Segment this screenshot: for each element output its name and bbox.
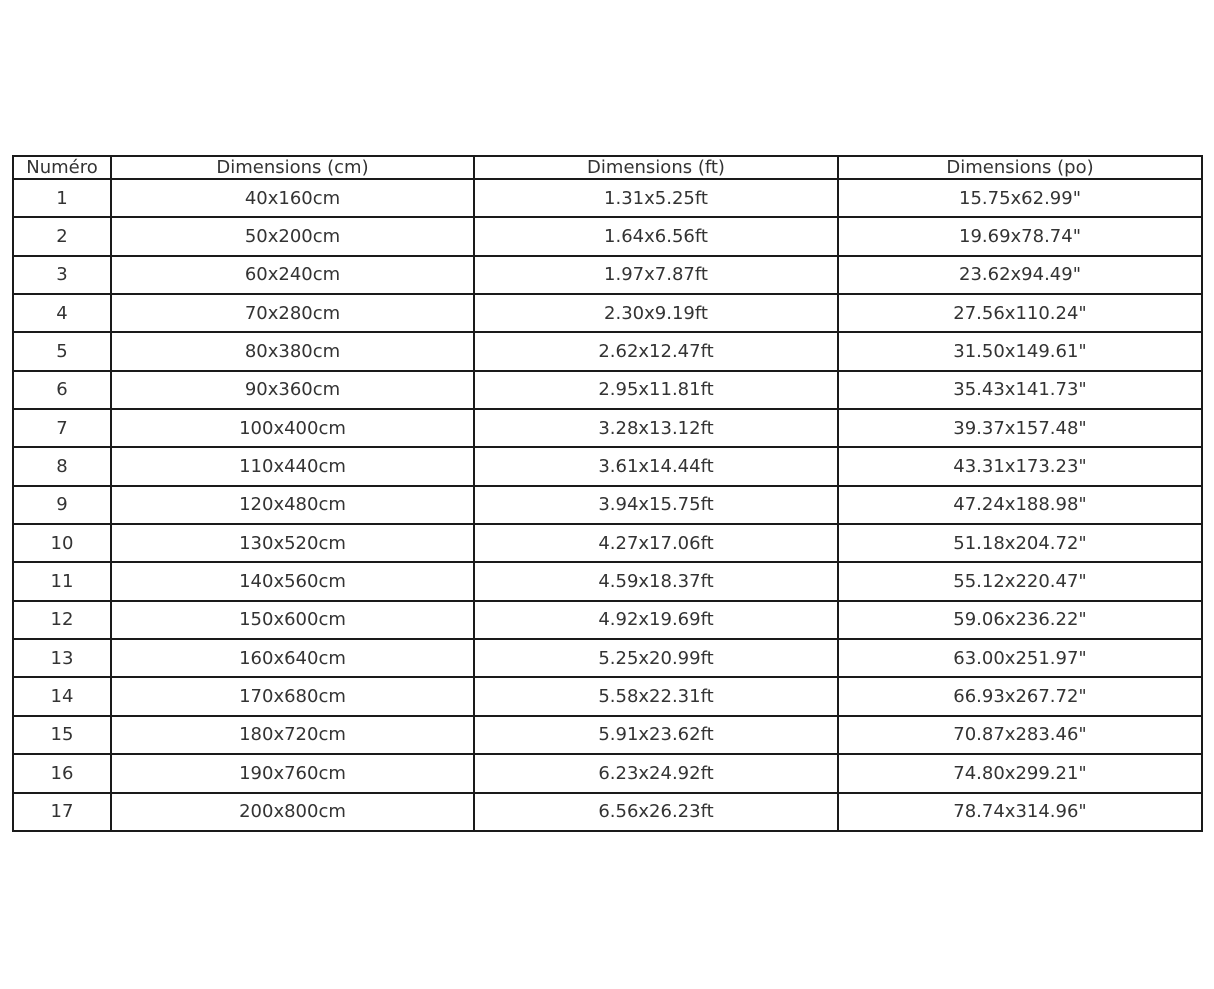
dimensions-cm-cell: 40x160cm [111, 179, 474, 217]
column-header-dimensions-cm: Dimensions (cm) [111, 156, 474, 179]
dimensions-cm-cell: 170x680cm [111, 677, 474, 715]
dimensions-po-cell: 78.74x314.96" [838, 793, 1202, 832]
row-number-cell: 5 [13, 332, 111, 370]
dimensions-cm-cell: 200x800cm [111, 793, 474, 832]
dimensions-ft-cell: 1.97x7.87ft [474, 256, 838, 294]
dimensions-ft-cell: 6.56x26.23ft [474, 793, 838, 832]
dimensions-conversion-table [12, 155, 1203, 832]
dimensions-po-cell: 74.80x299.21" [838, 754, 1202, 792]
dimensions-po-cell: 63.00x251.97" [838, 639, 1202, 677]
row-number-cell: 16 [13, 754, 111, 792]
dimensions-po-cell: 27.56x110.24" [838, 294, 1202, 332]
table-row [13, 409, 1202, 447]
dimensions-cm-cell: 70x280cm [111, 294, 474, 332]
dimensions-ft-cell: 3.28x13.12ft [474, 409, 838, 447]
table-row [13, 793, 1202, 832]
dimensions-ft-cell: 3.61x14.44ft [474, 447, 838, 485]
dimensions-ft-cell: 4.59x18.37ft [474, 562, 838, 600]
row-number-cell: 10 [13, 524, 111, 562]
dimensions-po-cell: 39.37x157.48" [838, 409, 1202, 447]
row-number-cell: 13 [13, 639, 111, 677]
row-number-cell: 7 [13, 409, 111, 447]
table-row [13, 716, 1202, 754]
dimensions-cm-cell: 50x200cm [111, 217, 474, 255]
dimensions-po-cell: 51.18x204.72" [838, 524, 1202, 562]
dimensions-po-cell: 23.62x94.49" [838, 256, 1202, 294]
row-number-cell: 12 [13, 601, 111, 639]
dimensions-po-cell: 43.31x173.23" [838, 447, 1202, 485]
dimensions-cm-cell: 100x400cm [111, 409, 474, 447]
dimensions-ft-cell: 2.95x11.81ft [474, 371, 838, 409]
dimensions-ft-cell: 5.58x22.31ft [474, 677, 838, 715]
table-row [13, 179, 1202, 217]
row-number-cell: 17 [13, 793, 111, 832]
row-number-cell: 8 [13, 447, 111, 485]
dimensions-cm-cell: 80x380cm [111, 332, 474, 370]
table-row [13, 371, 1202, 409]
dimensions-ft-cell: 3.94x15.75ft [474, 486, 838, 524]
dimensions-ft-cell: 1.31x5.25ft [474, 179, 838, 217]
dimensions-cm-cell: 110x440cm [111, 447, 474, 485]
dimensions-cm-cell: 180x720cm [111, 716, 474, 754]
table-row [13, 486, 1202, 524]
header-row [13, 156, 1202, 179]
table-row [13, 677, 1202, 715]
dimensions-ft-cell: 4.92x19.69ft [474, 601, 838, 639]
row-number-cell: 4 [13, 294, 111, 332]
dimensions-po-cell: 70.87x283.46" [838, 716, 1202, 754]
row-number-cell: 9 [13, 486, 111, 524]
row-number-cell: 11 [13, 562, 111, 600]
table-row [13, 256, 1202, 294]
table-row [13, 332, 1202, 370]
row-number-cell: 6 [13, 371, 111, 409]
table-row [13, 524, 1202, 562]
dimensions-ft-cell: 5.25x20.99ft [474, 639, 838, 677]
row-number-cell: 3 [13, 256, 111, 294]
row-number-cell: 1 [13, 179, 111, 217]
dimensions-cm-cell: 160x640cm [111, 639, 474, 677]
row-number-cell: 15 [13, 716, 111, 754]
table-body [13, 179, 1202, 831]
dimensions-ft-cell: 6.23x24.92ft [474, 754, 838, 792]
dimensions-po-cell: 19.69x78.74" [838, 217, 1202, 255]
dimensions-ft-cell: 4.27x17.06ft [474, 524, 838, 562]
dimensions-po-cell: 47.24x188.98" [838, 486, 1202, 524]
row-number-cell: 14 [13, 677, 111, 715]
dimensions-ft-cell: 2.30x9.19ft [474, 294, 838, 332]
column-header-numero: Numéro [13, 156, 111, 179]
table-row [13, 217, 1202, 255]
dimensions-cm-cell: 150x600cm [111, 601, 474, 639]
table-row [13, 447, 1202, 485]
dimensions-cm-cell: 90x360cm [111, 371, 474, 409]
dimensions-po-cell: 35.43x141.73" [838, 371, 1202, 409]
dimensions-po-cell: 55.12x220.47" [838, 562, 1202, 600]
dimensions-ft-cell: 1.64x6.56ft [474, 217, 838, 255]
dimensions-po-cell: 59.06x236.22" [838, 601, 1202, 639]
dimensions-po-cell: 31.50x149.61" [838, 332, 1202, 370]
column-header-dimensions-po: Dimensions (po) [838, 156, 1202, 179]
column-header-dimensions-ft: Dimensions (ft) [474, 156, 838, 179]
dimensions-cm-cell: 120x480cm [111, 486, 474, 524]
dimensions-po-cell: 66.93x267.72" [838, 677, 1202, 715]
dimensions-cm-cell: 190x760cm [111, 754, 474, 792]
row-number-cell: 2 [13, 217, 111, 255]
table-row [13, 754, 1202, 792]
dimensions-ft-cell: 5.91x23.62ft [474, 716, 838, 754]
table-row [13, 294, 1202, 332]
dimensions-cm-cell: 140x560cm [111, 562, 474, 600]
table-row [13, 601, 1202, 639]
dimensions-ft-cell: 2.62x12.47ft [474, 332, 838, 370]
table-row [13, 639, 1202, 677]
dimensions-cm-cell: 60x240cm [111, 256, 474, 294]
table-row [13, 562, 1202, 600]
dimensions-po-cell: 15.75x62.99" [838, 179, 1202, 217]
dimensions-cm-cell: 130x520cm [111, 524, 474, 562]
